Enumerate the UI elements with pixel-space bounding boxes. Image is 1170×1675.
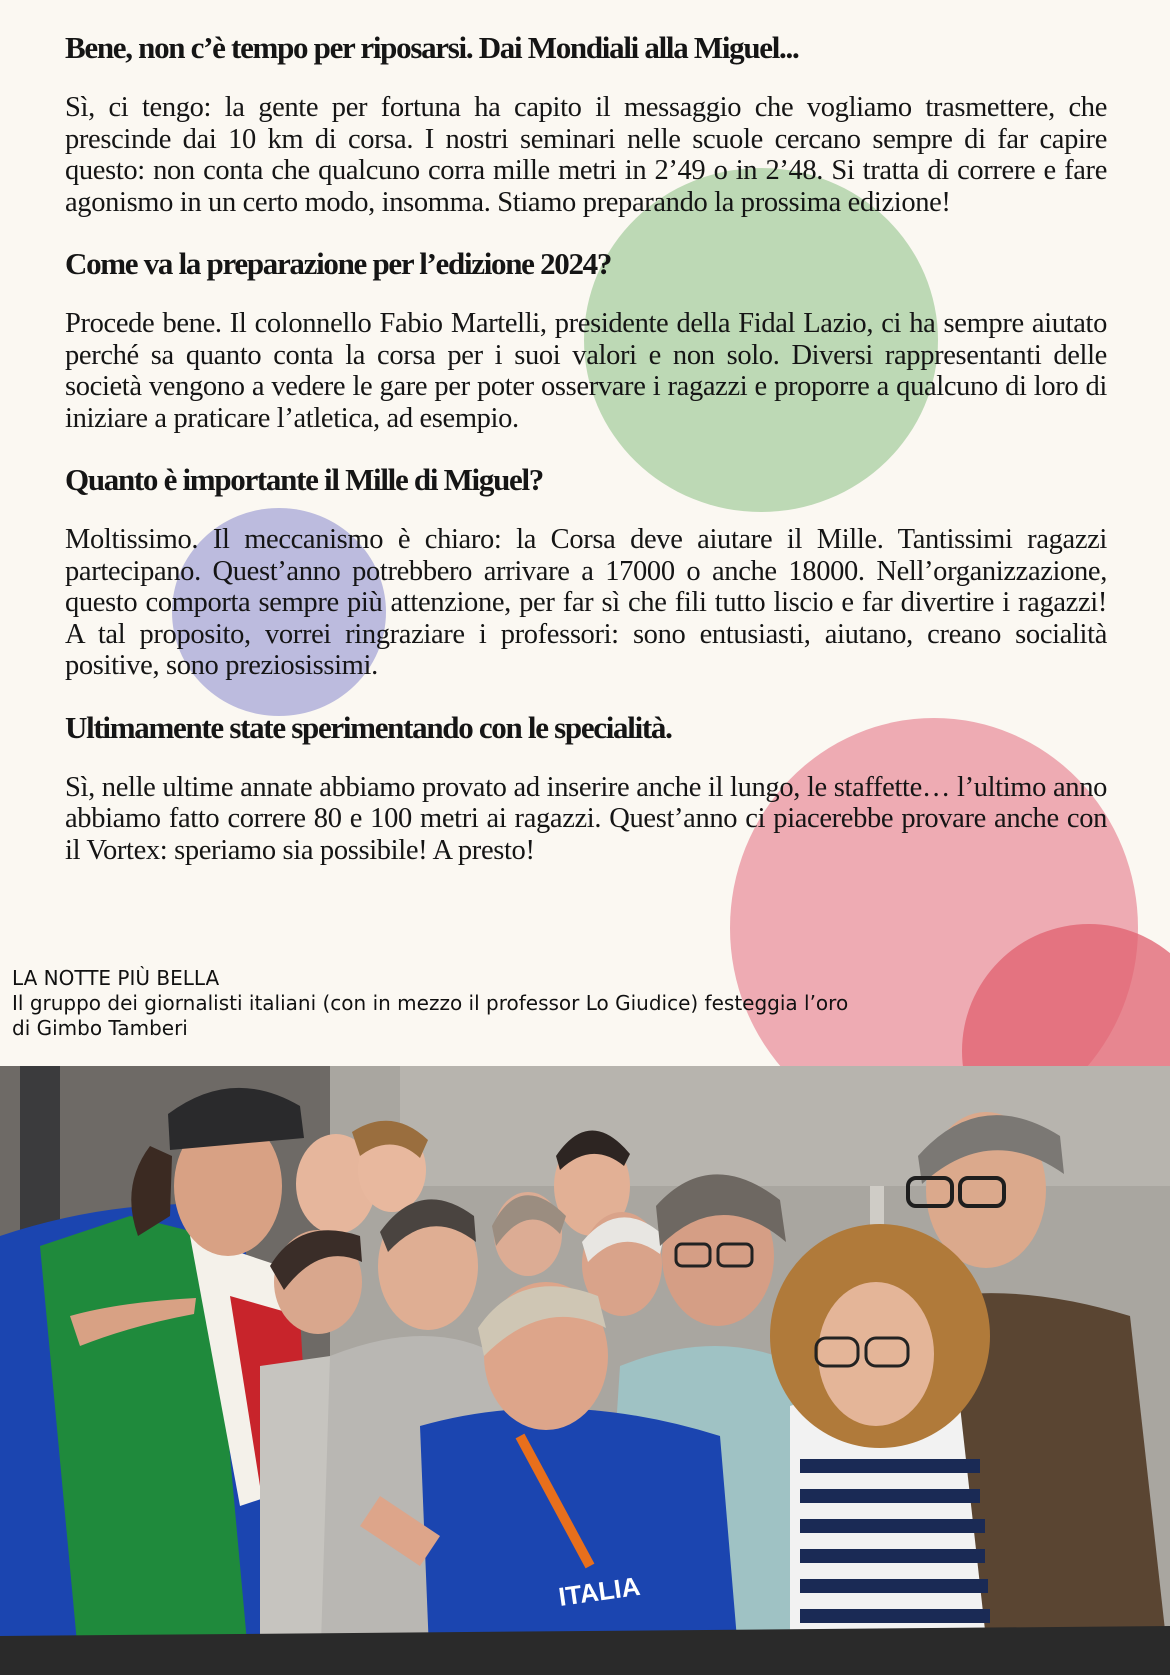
interview-question: Quanto è importante il Mille di Miguel? xyxy=(65,462,543,497)
caption-text-line: di Gimbo Tamberi xyxy=(12,1016,188,1040)
person-face xyxy=(818,1282,934,1426)
photo-caption xyxy=(12,966,1092,1041)
interview-answer: Moltissimo. Il meccanismo è chiaro: la Corsa deve aiutare il Mille. Tantissimi ragazzi partecipano. Quest’anno potrebbero arrivare a 17000 o anche 18000. Nell’organizzazione, questo comporta sempre più attenzione, per far sì che fili tutto liscio e far divertire i ragazzi! A tal proposito, vorrei ringraziare i professori: sono entusiasti, aiutano, creano socialità positive, sono preziosissimi. xyxy=(65,524,1107,681)
interview-answer: Sì, ci tengo: la gente per fortuna ha capito il messaggio che vogliamo trasmettere, che prescinde dai 10 km di corsa. I nostri seminari nelle scuole cercano sempre di far capire questo: non conta che qualcuno corra mille metri in 2’49 o in 2’48. Si tratta di correre e fare agonismo in un certo modo, insomma. Stiamo preparando la prossima edizione! xyxy=(65,92,1107,218)
caption-text-line: Il gruppo dei giornalisti italiani (con in mezzo il professor Lo Giudice) festeggia l’oro xyxy=(12,991,849,1015)
caption-title: LA NOTTE PIÙ BELLA xyxy=(12,966,220,990)
interview-answer: Procede bene. Il colonnello Fabio Martelli, presidente della Fidal Lazio, ci ha sempre aiutato perché sa quanto conta la corsa per i suoi valori e non solo. Diversi rappresentanti delle società vengono a vedere le gare per poter osservare i ragazzi e proporre a qualcuno di loro di iniziare a praticare l’atletica, ad esempio. xyxy=(65,308,1107,434)
interview-question: Bene, non c’è tempo per riposarsi. Dai Mondiali alla Miguel... xyxy=(65,30,799,65)
interview-question: Come va la preparazione per l’edizione 2024? xyxy=(65,246,612,281)
person-shirt-stripes xyxy=(800,1466,990,1646)
group-photo xyxy=(0,1066,1170,1675)
interview-question: Ultimamente state sperimentando con le specialità. xyxy=(65,709,672,745)
interview-article xyxy=(65,30,1107,894)
group-photo-illustration xyxy=(0,1066,1170,1675)
interview-answer: Sì, nelle ultime annate abbiamo provato ad inserire anche il lungo, le staffette… l’ultimo anno abbiamo fatto correre 80 e 100 metri ai ragazzi. Quest’anno ci piacerebbe provare anche con il Vortex: speriamo sia possibile! A presto! xyxy=(65,771,1107,866)
photo-wall-upper xyxy=(400,1066,1170,1186)
shirt-text: ITALIA xyxy=(556,1570,642,1612)
